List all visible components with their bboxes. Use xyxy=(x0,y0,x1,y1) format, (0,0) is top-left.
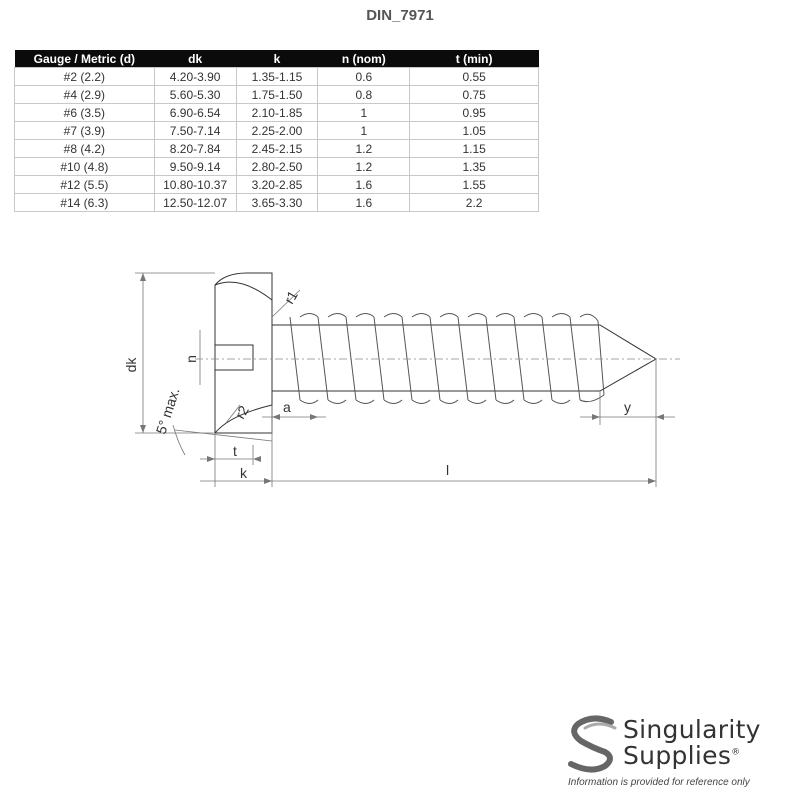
table-cell: #10 (4.8) xyxy=(15,158,155,176)
arrow xyxy=(207,456,215,462)
logo-s-mark-icon xyxy=(563,712,623,774)
spec-table xyxy=(14,50,539,212)
label-angle: 5° max. xyxy=(152,385,183,436)
table-cell: 0.55 xyxy=(410,68,539,86)
table-row xyxy=(15,176,539,194)
table-cell: 1 xyxy=(318,104,410,122)
column-header: Gauge / Metric (d) xyxy=(15,50,155,68)
table-row xyxy=(15,140,539,158)
table-header-row xyxy=(15,50,539,68)
label-n: n xyxy=(183,355,199,363)
screw-slot xyxy=(215,345,253,370)
table-cell: 2.25-2.00 xyxy=(236,122,318,140)
logo-word-supplies xyxy=(623,741,740,770)
table-cell: #4 (2.9) xyxy=(15,86,155,104)
table-cell: 1.2 xyxy=(318,140,410,158)
table-cell: #7 (3.9) xyxy=(15,122,155,140)
table-cell: 8.20-7.84 xyxy=(154,140,236,158)
arrow xyxy=(310,414,318,420)
table-cell: 1.55 xyxy=(410,176,539,194)
table-cell: #6 (3.5) xyxy=(15,104,155,122)
table-cell: 1.35-1.15 xyxy=(236,68,318,86)
angle-arc xyxy=(173,425,185,455)
table-cell: 0.95 xyxy=(410,104,539,122)
label-y: y xyxy=(624,399,631,415)
table-cell: 0.75 xyxy=(410,86,539,104)
label-l: l xyxy=(446,462,450,478)
page-title: DIN_7971 xyxy=(366,7,434,24)
column-header: n (nom) xyxy=(318,50,410,68)
table-cell: 2.80-2.50 xyxy=(236,158,318,176)
table-cell: #2 (2.2) xyxy=(15,68,155,86)
table-cell: 5.60-5.30 xyxy=(154,86,236,104)
table-cell: 0.6 xyxy=(318,68,410,86)
table-cell: 2.10-1.85 xyxy=(236,104,318,122)
label-t: t xyxy=(233,443,237,459)
registered-mark: ® xyxy=(731,747,741,758)
label-a: a xyxy=(283,399,291,415)
screw-head-dome xyxy=(215,282,272,300)
column-header: t (min) xyxy=(410,50,539,68)
table-cell: 3.20-2.85 xyxy=(236,176,318,194)
table-cell: 3.65-3.30 xyxy=(236,194,318,212)
table-row xyxy=(15,68,539,86)
logo-word-supplies-text: Supplies xyxy=(623,741,732,770)
table-cell: 1.35 xyxy=(410,158,539,176)
arrow xyxy=(140,273,146,281)
table-cell: 1 xyxy=(318,122,410,140)
screw-shank-outline xyxy=(272,325,656,391)
table-cell: 7.50-7.14 xyxy=(154,122,236,140)
arrow xyxy=(656,414,664,420)
arrow xyxy=(648,478,656,484)
table-cell: 10.80-10.37 xyxy=(154,176,236,194)
arrow xyxy=(264,478,272,484)
table-cell: 1.6 xyxy=(318,194,410,212)
table-cell: 4.20-3.90 xyxy=(154,68,236,86)
table-cell: 12.50-12.07 xyxy=(154,194,236,212)
screw-drawing xyxy=(0,255,800,495)
label-dk: dk xyxy=(123,357,139,373)
label-k: k xyxy=(240,465,247,481)
arrow xyxy=(140,425,146,433)
label-r2: r2 xyxy=(231,402,252,422)
table-cell: #14 (6.3) xyxy=(15,194,155,212)
column-header: k xyxy=(236,50,318,68)
table-cell: 0.8 xyxy=(318,86,410,104)
table-cell: 1.6 xyxy=(318,176,410,194)
table-cell: #12 (5.5) xyxy=(15,176,155,194)
table-cell: 2.2 xyxy=(410,194,539,212)
table-row xyxy=(15,158,539,176)
table-cell: 1.15 xyxy=(410,140,539,158)
table-row xyxy=(15,122,539,140)
arrow xyxy=(272,414,280,420)
table-cell: 1.75-1.50 xyxy=(236,86,318,104)
label-r1: r1 xyxy=(280,287,301,307)
table-cell: #8 (4.2) xyxy=(15,140,155,158)
screw-threads xyxy=(290,314,604,404)
table-cell: 1.05 xyxy=(410,122,539,140)
table-cell: 1.2 xyxy=(318,158,410,176)
table-row xyxy=(15,104,539,122)
table-row xyxy=(15,86,539,104)
table-row xyxy=(15,194,539,212)
angle-line xyxy=(175,430,272,441)
arrow xyxy=(592,414,600,420)
arrow xyxy=(253,456,261,462)
logo-tagline: Information is provided for reference only xyxy=(568,777,750,788)
company-logo xyxy=(563,712,793,792)
table-cell: 2.45-2.15 xyxy=(236,140,318,158)
table-cell: 6.90-6.54 xyxy=(154,104,236,122)
table-cell: 9.50-9.14 xyxy=(154,158,236,176)
column-header: dk xyxy=(154,50,236,68)
logo-word-singularity: Singularity xyxy=(623,715,761,744)
